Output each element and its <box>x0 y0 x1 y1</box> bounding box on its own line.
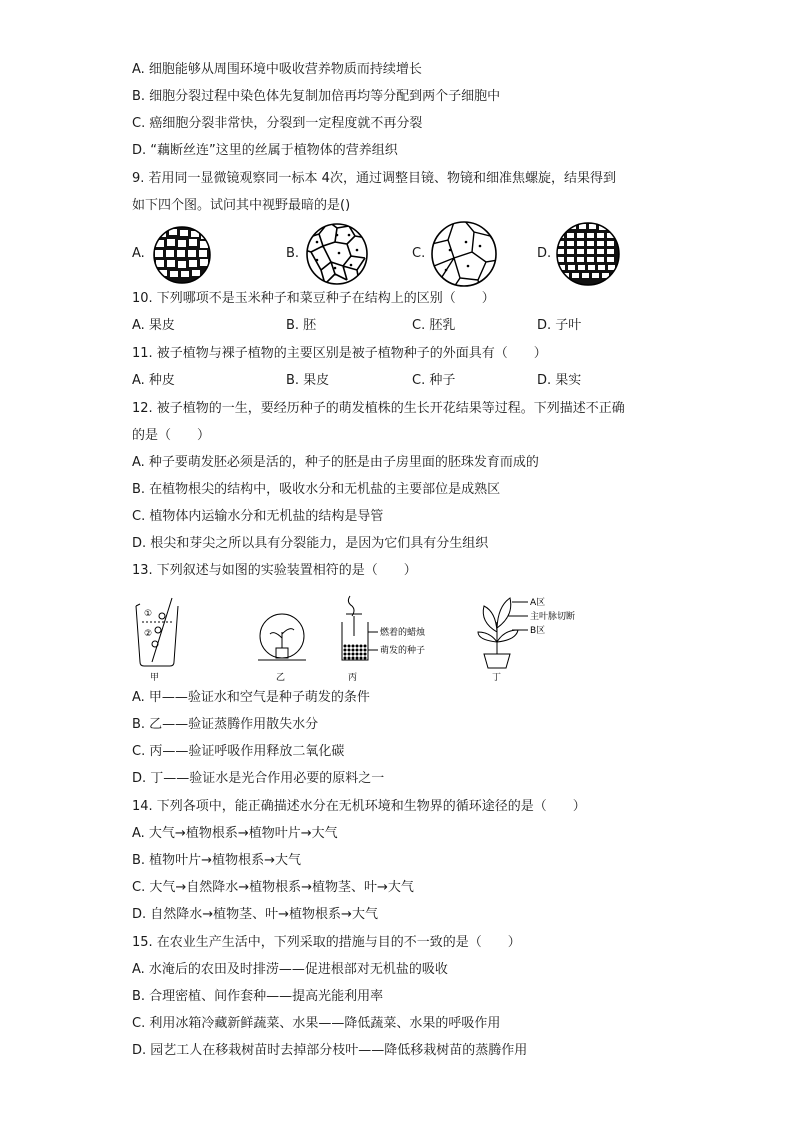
q15-option-b: B. 合理密植、间作套种——提高光能利用率 <box>132 989 384 1004</box>
q9-option-d-label: D. <box>537 246 552 261</box>
q8-option-a: A. 细胞能够从周围环境中吸收营养物质而持续增长 <box>132 62 422 77</box>
q15-option-c: C. 利用冰箱冷藏新鲜蔬菜、水果——降低蔬菜、水果的呼吸作用 <box>132 1016 501 1031</box>
q12-option-d: D. 根尖和芽尖之所以具有分裂能力，是因为它们具有分生组织 <box>132 536 489 551</box>
q9-micrograph-d <box>553 219 623 289</box>
q14-stem: 14. 下列各项中，能正确描述水分在无机环境和生物界的循环途径的是（ ） <box>132 799 586 814</box>
q15-option-a: A. 水淹后的农田及时排涝——促进根部对无机盐的吸收 <box>132 962 448 977</box>
apparatus-yi <box>258 614 306 660</box>
q15-option-d: D. 园艺工人在移栽树苗时去掉部分枝叶——降低移栽树苗的蒸腾作用 <box>132 1043 528 1058</box>
q9-micrograph-a <box>150 223 214 287</box>
label-seeds: 萌发的种子 <box>380 646 426 656</box>
label-circle-2: ② <box>144 629 153 639</box>
q12-stem-line1: 12. 被子植物的一生，要经历种子的萌发植株的生长开花结果等过程。下列描述不正确 <box>132 401 625 416</box>
q9-micrograph-c <box>428 218 500 290</box>
q9-stem-line2: 如下四个图。试问其中视野最暗的是() <box>132 198 351 213</box>
q10-stem: 10. 下列哪项不是玉米种子和菜豆种子在结构上的区别（ ） <box>132 291 495 306</box>
q9-stem-line1: 9. 若用同一显微镜观察同一标本 4次，通过调整目镜、物镜和细准焦螺旋，结果得到 <box>132 171 616 186</box>
q11-stem: 11. 被子植物与裸子植物的主要区别是被子植物种子的外面具有（ ） <box>132 346 547 361</box>
label-yi: 乙 <box>276 673 286 683</box>
q13-option-a: A. 甲——验证水和空气是种子萌发的条件 <box>132 690 370 705</box>
q14-option-b: B. 植物叶片→植物根系→大气 <box>132 853 301 868</box>
q13-option-d: D. 丁——验证水是光合作用必要的原料之一 <box>132 771 385 786</box>
q9-option-b-label: B. <box>286 246 300 261</box>
apparatus-ding <box>478 598 528 668</box>
q12-option-a: A. 种子要萌发胚必须是活的，种子的胚是由子房里面的胚珠发育而成的 <box>132 455 539 470</box>
label-jia: 甲 <box>150 673 160 683</box>
apparatus-jia <box>136 598 178 666</box>
q10-option-c: C. 胚乳 <box>412 318 456 333</box>
q15-stem: 15. 在农业生产生活中，下列采取的措施与目的不一致的是（ ） <box>132 935 521 950</box>
label-ding: 丁 <box>492 673 502 683</box>
q8-option-c: C. 癌细胞分裂非常快，分裂到一定程度就不再分裂 <box>132 116 423 131</box>
q9-option-a-label: A. <box>132 246 145 261</box>
label-candle: 燃着的蜡烛 <box>380 628 426 638</box>
q14-option-c: C. 大气→自然降水→植物根系→植物茎、叶→大气 <box>132 880 414 895</box>
q13-option-c: C. 丙——验证呼吸作用释放二氧化碳 <box>132 744 345 759</box>
q10-option-a: A. 果皮 <box>132 318 175 333</box>
q12-stem-line2: 的是（ ） <box>132 428 211 443</box>
q11-option-a: A. 种皮 <box>132 373 175 388</box>
q12-option-c: C. 植物体内运输水分和无机盐的结构是导管 <box>132 509 384 524</box>
q10-option-b: B. 胚 <box>286 318 317 333</box>
q11-option-c: C. 种子 <box>412 373 456 388</box>
label-zone-b: B区 <box>530 626 546 636</box>
label-bing: 丙 <box>348 673 358 683</box>
q13-option-b: B. 乙——验证蒸腾作用散失水分 <box>132 717 319 732</box>
label-vein-cut: 主叶脉切断 <box>530 612 576 622</box>
q12-option-b: B. 在植物根尖的结构中，吸收水分和无机盐的主要部位是成熟区 <box>132 482 501 497</box>
label-circle-1: ① <box>144 609 153 619</box>
q9-micrograph-b <box>303 220 371 288</box>
q11-option-d: D. 果实 <box>537 373 582 388</box>
q13-experiment-figure <box>128 592 608 684</box>
q10-option-d: D. 子叶 <box>537 318 582 333</box>
q13-stem: 13. 下列叙述与如图的实验装置相符的是（ ） <box>132 563 417 578</box>
q14-option-a: A. 大气→植物根系→植物叶片→大气 <box>132 826 338 841</box>
q11-option-b: B. 果皮 <box>286 373 330 388</box>
seeds-pattern <box>344 645 367 660</box>
q8-option-b: B. 细胞分裂过程中染色体先复制加倍再均等分配到两个子细胞中 <box>132 89 501 104</box>
q9-option-c-label: C. <box>412 246 426 261</box>
q14-option-d: D. 自然降水→植物茎、叶→植物根系→大气 <box>132 907 378 922</box>
q8-option-d: D. “藕断丝连”这里的丝属于植物体的营养组织 <box>132 143 398 158</box>
label-zone-a: A区 <box>530 598 546 608</box>
